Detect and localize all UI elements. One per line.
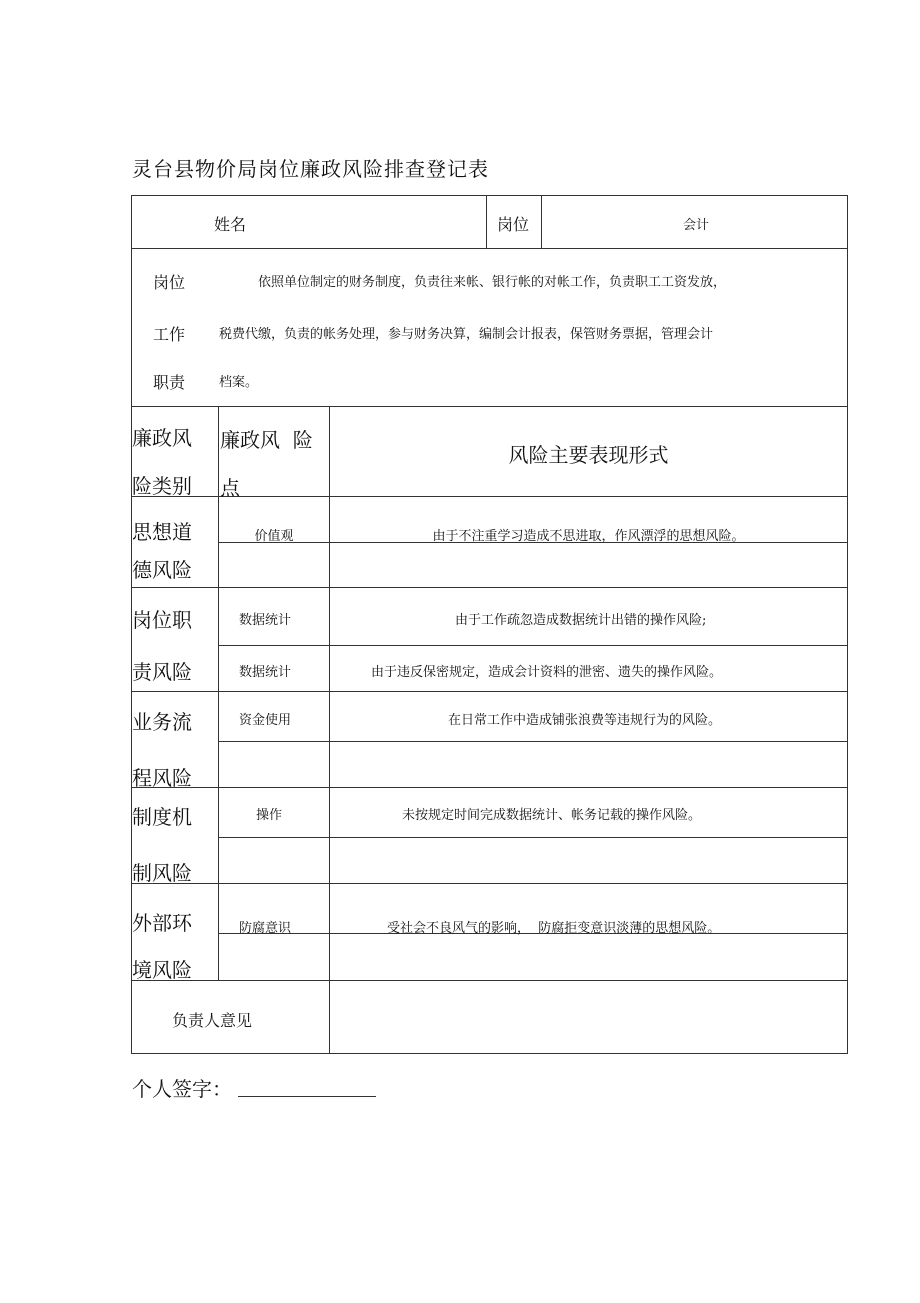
category-1-line-1: 思想道 <box>132 520 192 544</box>
duties-label-1: 岗位 <box>153 273 186 292</box>
post-value: 会计 <box>683 218 710 233</box>
signature-label: 个人签字： <box>132 1077 232 1101</box>
point-3-1: 资金使用 <box>238 713 291 728</box>
point-2-2: 数据统计 <box>238 665 291 680</box>
duties-line-1: 依照单位制定的财务制度，负责往来帐、银行帐的对帐工作，负责职工工资发放， <box>258 275 727 290</box>
form-2-1: 由于工作疏忽造成数据统计出错的操作风险; <box>455 613 707 628</box>
col-point-line-1: 廉政风 险 <box>220 428 313 452</box>
name-label: 姓名 <box>214 215 247 234</box>
category-4-line-1: 制度机 <box>132 805 192 829</box>
col-point-line-2: 点 <box>220 476 240 500</box>
category-1-line-2: 德风险 <box>132 558 192 582</box>
category-2-line-2: 责风险 <box>132 660 192 684</box>
form-3-1: 在日常工作中造成铺张浪费等违规行为的风险。 <box>448 713 722 728</box>
opinion-label: 负责人意见 <box>172 1011 253 1030</box>
category-2-line-1: 岗位职 <box>132 608 192 632</box>
duties-label-2: 工作 <box>153 325 186 344</box>
form-1-1: 由于不注重学习造成不思进取，作风漂浮的思想风险。 <box>432 529 745 544</box>
category-5-line-2: 境风险 <box>132 958 192 982</box>
duties-line-3: 档案。 <box>219 375 259 390</box>
category-5-line-1: 外部环 <box>132 911 192 935</box>
point-1-1: 价值观 <box>254 529 294 544</box>
duties-label-3: 职责 <box>153 373 186 392</box>
col-category-line-1: 廉政风 <box>132 426 192 450</box>
point-5-1: 防腐意识 <box>238 921 291 936</box>
duties-line-2: 税费代缴，负责的帐务处理，参与财务决算，编制会计报表，保管财务票据，管理会计 <box>219 327 714 342</box>
point-2-1: 数据统计 <box>238 613 291 628</box>
form-2-2: 由于违反保密规定，造成会计资料的泄密、遗失的操作风险。 <box>371 665 723 680</box>
point-4-1: 操作 <box>255 808 282 823</box>
category-3-line-2: 程风险 <box>132 766 192 790</box>
signature-line <box>238 1096 376 1097</box>
form-5-1: 受社会不良风气的影响， 防腐拒变意识淡薄的思想风险。 <box>387 921 721 936</box>
col-form: 风险主要表现形式 <box>508 443 669 467</box>
category-4-line-2: 制风险 <box>132 861 192 885</box>
category-3-line-1: 业务流 <box>132 710 192 734</box>
form-4-1: 未按规定时间完成数据统计、帐务记载的操作风险。 <box>402 808 702 823</box>
post-label: 岗位 <box>497 215 530 234</box>
page-title: 灵台县物价局岗位廉政风险排查登记表 <box>132 157 489 181</box>
col-category-line-2: 险类别 <box>132 474 192 498</box>
